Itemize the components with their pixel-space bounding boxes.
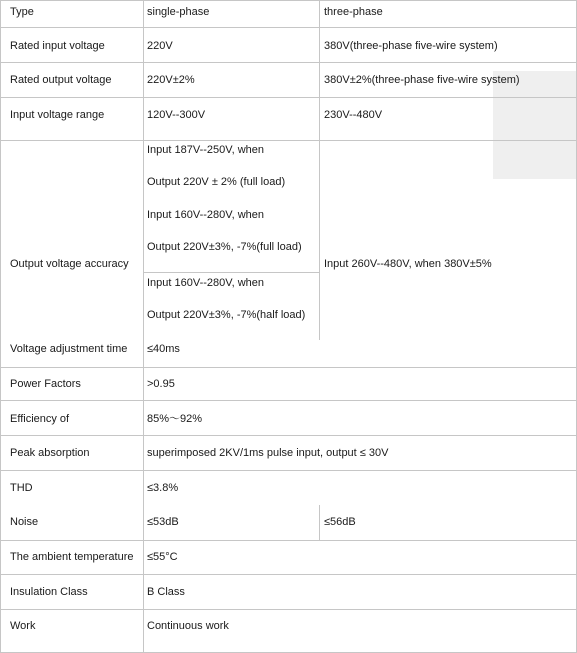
noise-label: Noise — [10, 516, 39, 528]
grid-line — [319, 0, 320, 340]
grid-line — [0, 400, 577, 401]
accuracy-single-line: Output 220V±3%, -7%(half load) — [147, 309, 306, 321]
thd-value: ≤3.8% — [147, 482, 179, 494]
accuracy-three-value: Input 260V--480V, when 380V±5% — [324, 258, 492, 270]
row-three-value: 380V(three-phase five-wire system) — [324, 40, 498, 52]
noise-three-value: ≤56dB — [324, 516, 356, 528]
power-factor-value: >0.95 — [147, 378, 175, 390]
adjustment-label: Voltage adjustment time — [10, 343, 128, 355]
grid-line — [0, 574, 577, 575]
grid-line — [0, 27, 577, 28]
grid-line — [0, 140, 577, 141]
thd-label: THD — [10, 482, 33, 494]
insulation-label: Insulation Class — [10, 586, 88, 598]
peak-value: superimposed 2KV/1ms pulse input, output ≤ 30V — [147, 447, 389, 459]
grid-line — [143, 272, 319, 273]
row-label: Rated input voltage — [10, 40, 105, 52]
row-single-value: 220V — [147, 40, 173, 52]
grid-line — [0, 435, 577, 436]
accuracy-single-line: Input 160V--280V, when — [147, 277, 265, 289]
accuracy-single-line: Output 220V±3%, -7%(full load) — [147, 241, 302, 253]
header-type-label: Type — [10, 6, 34, 18]
efficiency-value: 85%～92% — [147, 413, 203, 425]
grid-line — [0, 470, 577, 471]
grid-line — [0, 540, 577, 541]
highlight-overlay — [493, 71, 577, 179]
grid-line — [319, 505, 320, 541]
row-label: Input voltage range — [10, 109, 105, 121]
row-single-value: 120V--300V — [147, 109, 206, 121]
insulation-value: B Class — [147, 586, 185, 598]
row-three-value: 230V--480V — [324, 109, 383, 121]
row-label: Rated output voltage — [10, 74, 112, 86]
work-value: Continuous work — [147, 620, 229, 632]
noise-single-value: ≤53dB — [147, 516, 179, 528]
adjustment-value: ≤40ms — [147, 343, 180, 355]
power-factor-label: Power Factors — [10, 378, 81, 390]
ambient-value: ≤55°C — [147, 551, 178, 563]
accuracy-label: Output voltage accuracy — [10, 258, 129, 270]
work-label: Work — [10, 620, 36, 632]
accuracy-single-line: Input 160V--280V, when — [147, 209, 265, 221]
grid-line — [0, 609, 577, 610]
grid-line — [0, 97, 577, 98]
grid-line — [0, 0, 1, 653]
header-three-phase: three-phase — [324, 6, 383, 18]
accuracy-single-line: Input 187V--250V, when — [147, 144, 265, 156]
peak-label: Peak absorption — [10, 447, 90, 459]
grid-line — [0, 0, 577, 1]
row-single-value: 220V±2% — [147, 74, 195, 86]
grid-line — [0, 367, 577, 368]
ambient-label: The ambient temperature — [10, 551, 134, 563]
efficiency-label: Efficiency of — [10, 413, 70, 425]
header-single-phase: single-phase — [147, 6, 210, 18]
row-three-value: 380V±2%(three-phase five-wire system) — [324, 74, 520, 86]
grid-line — [0, 62, 577, 63]
grid-line — [143, 0, 144, 653]
accuracy-single-line: Output 220V ± 2% (full load) — [147, 176, 286, 188]
